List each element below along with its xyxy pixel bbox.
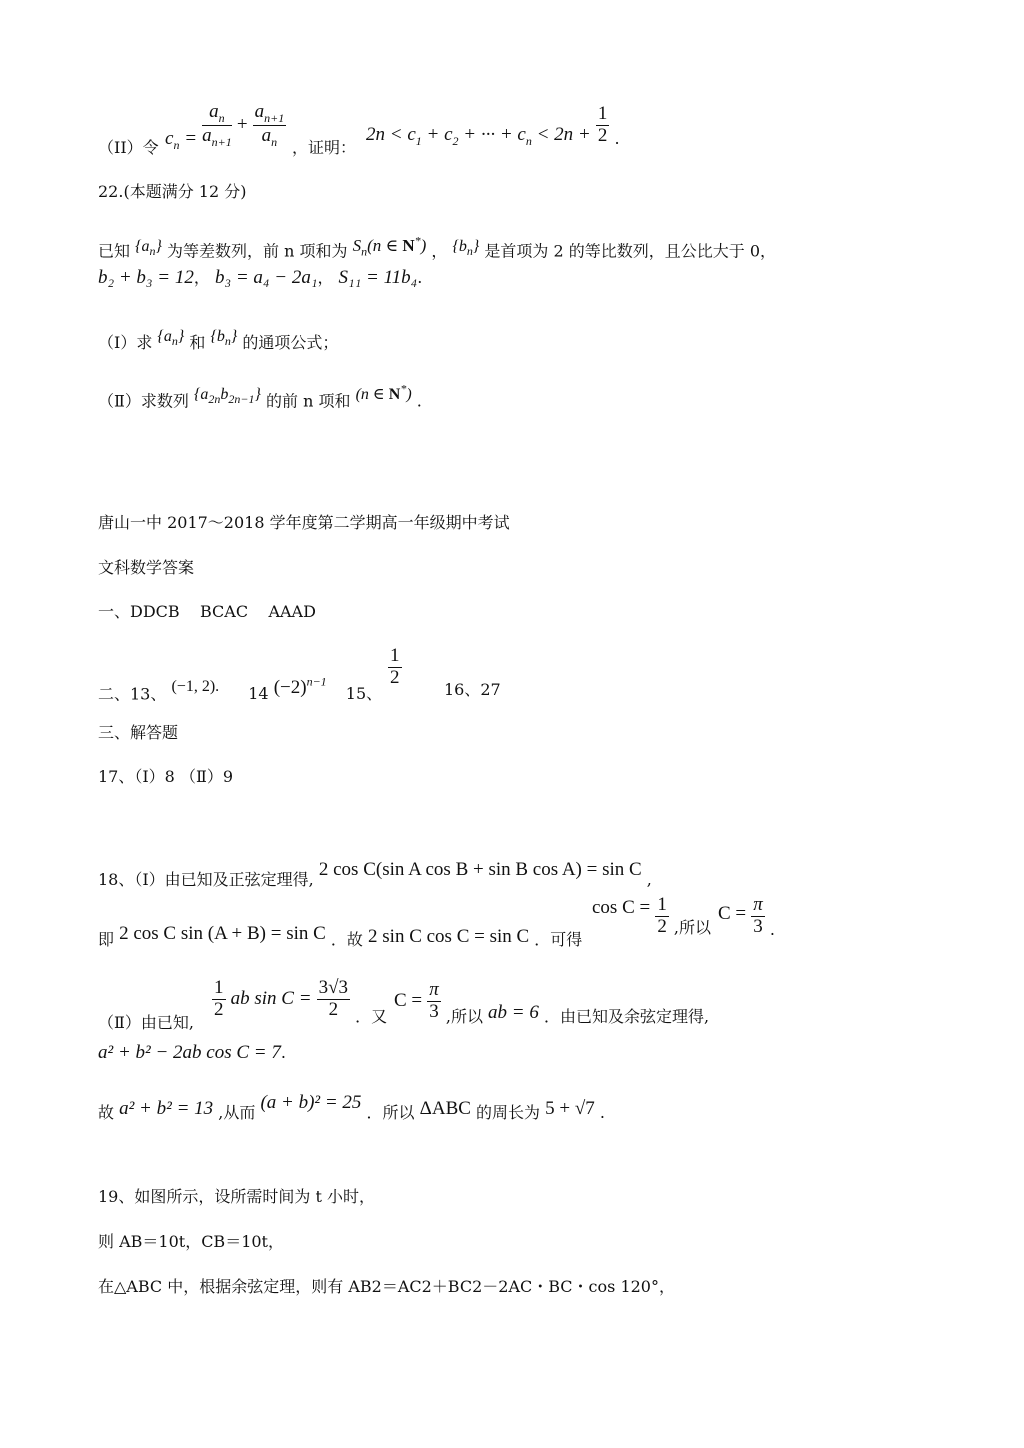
q19-line2: 则 AB＝10t，CB＝10t， (98, 1232, 284, 1251)
q18-cosC-value: cos C = $\frac{1}{2}$ ,所以 (592, 894, 711, 937)
q18-C-value: C = $\frac{\pi}{3}$ . (718, 894, 775, 939)
answer-subheader: 文科数学答案 (98, 558, 195, 577)
q21-part2 (98, 140, 159, 156)
answer-section3: 三、解答题 (98, 723, 179, 742)
q22-title: 22.(本题满分 12 分) (98, 182, 247, 201)
q18-line2: 即 2 cos C sin (A + B) = sin C ．故 2 sin C cos C = sin C ．可得 (98, 923, 583, 949)
q21-definition: $c_n$ = $\frac{a_n}{a_{n+1}}$ + $\frac{a_{n+1}}{a_n}$ (165, 101, 285, 152)
answer-header: 唐山一中 2017～2018 学年度第二学期高一年级期中考试 (98, 513, 510, 532)
answer-16: 16、27 (444, 680, 501, 699)
answer-section2: 二、13、 (−1, 2). 14 $(-2)^{n-1}$ 15、 (98, 675, 383, 704)
q21-mid: ，证明： (292, 138, 357, 157)
q18-part2-label: （Ⅱ）由已知, (98, 1013, 194, 1032)
q22-part2: （Ⅱ）求数列 $\{a_{2n}b_{2n-1}\}$ 的前 n 项和 (n ∈ N*) . (98, 382, 422, 411)
q18-area-formula: $\frac{1}{2}$ ab sin C = $\frac{3√3}{2}$ ．又 (214, 977, 388, 1026)
q18-C-repeat: C = $\frac{\pi}{3}$ ,所以 ab = 6 ．由已知及余弦定理得, (394, 979, 710, 1026)
q21-inequality: $2n < c_1 + c_2$ + ··· + $c_n < 2n$ + $\frac{1}{2}$ . (366, 103, 620, 148)
q18-line5: 故 a² + b² = 13 ,从而 (a + b)² = 25 ．所以 ΔABC 的周长为 5 + √7 . (98, 1092, 605, 1122)
q19-line3: 在△ABC 中，根据余弦定理，则有 AB2＝AC2＋BC2－2AC・BC・cos 120°， (98, 1277, 675, 1296)
q21-prefix: （II）令 (98, 138, 159, 157)
answer-section1: 一、DDCB BCAC AAAD (98, 602, 316, 621)
q18-line4: a² + b² − 2ab cos C = 7. (98, 1042, 286, 1063)
q18-line1: 18、（Ⅰ）由已知及正弦定理得, 2 cos C(sin A cos B + sin B cos A) = sin C , (98, 859, 652, 889)
q19-line1: 19、如图所示，设所需时间为 t 小时， (98, 1187, 375, 1206)
q22-line1: 已知 $\{a_n\}$ 为等差数列，前 n 项和为 $S_n(n$ ∈ N*) ， $\{b_n\}$ 是首项为 2 的等比数列，且公比大于 0， (98, 233, 777, 261)
answer-15-fraction: $\frac{1}{2}$ (390, 645, 400, 688)
answer-q17: 17、（Ⅰ）8 （Ⅱ）9 (98, 767, 234, 786)
q22-part1: （Ⅰ）求 $\{a_n\}$ 和 $\{b_n\}$ 的通项公式； (98, 328, 339, 352)
q22-line2: b₂ + b₃ = 12， b₃ = a₄ − 2a₁， S₁₁ = 11b₄. (98, 267, 423, 288)
